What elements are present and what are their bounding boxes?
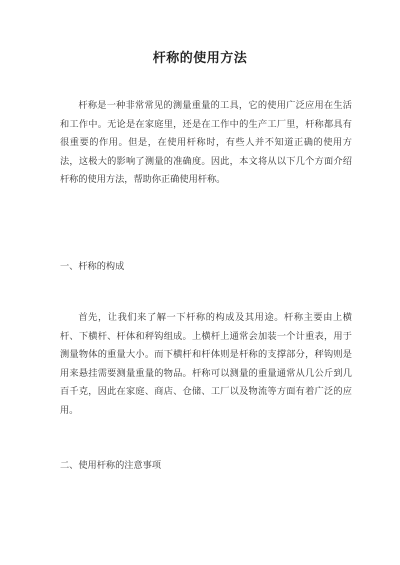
section-heading-composition: 一、杆称的构成 xyxy=(60,261,125,272)
intro-paragraph: 杆称是一种非常常见的测量重量的工具，它的使用广泛应用在生活和工作中。无论是在家庭里，还是在工作中的生产工厂里，杆称都具有很重要的作用。但是，在使用杆称时，有些人并不知道正确的使用方法，这极大的影响了测量的准确度。因此，本文将从以下几个方面介绍杆称的使用方法，帮助你正确使用杆称。 xyxy=(60,100,352,185)
section-heading-precautions: 二、使用杆称的注意事项 xyxy=(60,460,162,471)
document-title: 杆称的使用方法 xyxy=(152,51,248,66)
composition-paragraph: 首先，让我们来了解一下杆称的构成及其用途。杆称主要由上横杆、下横杆、杆体和秤钩组成。上横杆上通常会加装一个计重表，用于测量物体的重量大小。而下横杆和杆体则是杆称的支撑部分，秤钩则是用来悬挂需要测量重量的物品。杆称可以测量的重量通常从几公斤到几百千克，因此在家庭、商店、仓储、工厂以及物流等方面有着广泛的应用。 xyxy=(60,312,352,416)
